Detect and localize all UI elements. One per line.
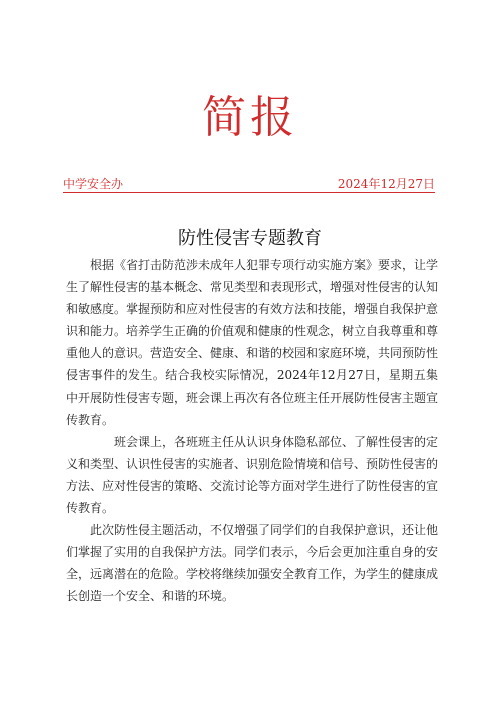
body-paragraph: 此次防性侵主题活动，不仅增强了同学们的自我保护意识，还让他们掌握了实用的自我保护方法。同学们表示，今后会更加注重自身的安全，远离潜在的危险。学校将继续加强安全教育工作，为学生的健康成长创造一个安全、和谐的环境。 (66, 523, 439, 604)
masthead-title: 简报 (202, 92, 298, 143)
article-body (66, 254, 438, 608)
issuer-row (63, 176, 435, 194)
red-divider-line (63, 192, 435, 193)
body-paragraph: 班会课上，各班班主任从认识身体隐私部位、了解性侵害的定义和类型、认识性侵害的实施者、识别危险情境和信号、预防性侵害的方法、应对性侵害的策略、交流讨论等方面对学生进行了防性侵害的宣传教育。 (66, 434, 439, 516)
article-headline: 防性侵害专题教育 (178, 228, 322, 249)
body-paragraph: 根据《省打击防范涉未成年人犯罪专项行动实施方案》要求，让学生了解性侵害的基本概念、常见类型和表现形式，增强对性侵害的认知和敏感度。掌握预防和应对性侵害的有效方法和技能，增强自我保护意识和能力。培养学生正确的价值观和健康的性观念，树立自我尊重和尊重他人的意识。营造安全、健康、和谐的校园和家庭环境，共同预防性侵害事件的发生。结合我校实际情况，2024年12月27日，星期五集中开展防性侵害专题，班会课上再次有各位班主任开展防性侵害主题宣传教育。 (66, 258, 439, 427)
issuer-name: 中学安全办 (63, 177, 124, 191)
issue-date: 2024年12月27日 (337, 177, 435, 191)
